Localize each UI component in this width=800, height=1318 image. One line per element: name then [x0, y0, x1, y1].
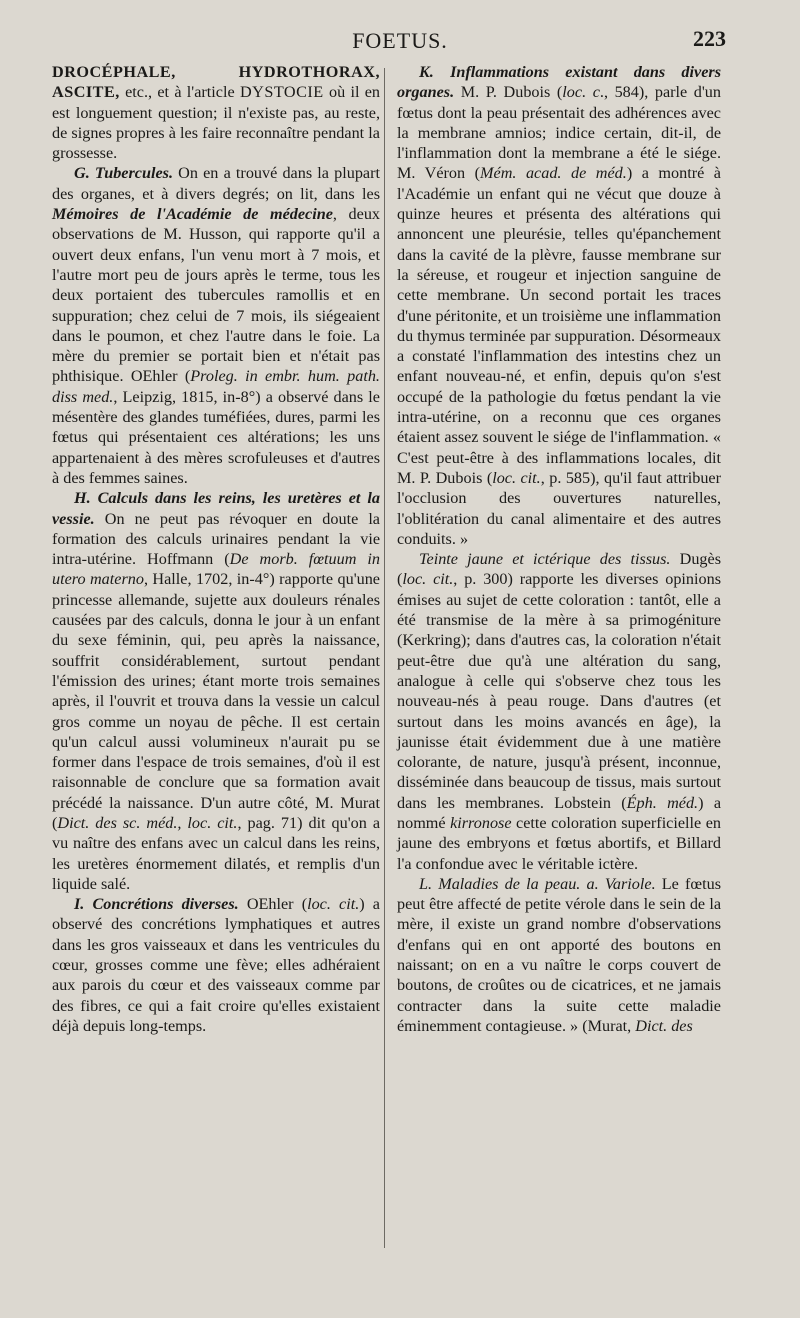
column-divider	[384, 68, 385, 1248]
paragraph-teinte-jaune: Teinte jaune et ictérique des tissus. Dugès (loc. cit., p. 300) rapporte les diverses opinions émises au sujet de cette coloration : tantôt, elle a été transmise de la mère à sa primogéniture (Kerkring); dans d'autres cas, la coloration n'était peut-être due qu'à une altération du sang, analogue à celle qui s'observe chez tous les nouveau-nés à peau rouge. Dans d'autres (et surtout dans les moins avancés en âge), la jaunisse était évidemment due à une matière colorante, de nature, jusqu'à présent, inconnue, disséminée dans beaucoup de tissus, mais surtout dans les membranes. Lobstein (Éph. méd.) a nommé kirronose cette coloration superficielle en jaune des embryons et fœtus abortifs, et Billard l'a confondue avec le véritable ictère.	[397, 550, 722, 873]
paragraph-calculs: H. Calculs dans les reins, les uretères et la vessie. On ne peut pas révoquer en doute la formation des calculs urinaires pendant la vie intra-utérine. Hoffmann (De morb. fœtuum in utero materno, Halle, 1702, in-4°) rapporte qu'une princesse allemande, sujette aux douleurs rénales causées par des calculs, donna le jour à un enfant du sexe féminin, qui, peu après la naissance, souffrit considérablement, surtout pendant l'émission des urines; étant morte trois semaines après, il l'ouvrit et trouva dans la vessie un calcul gros comme un noyau de pêche. Il est certain qu'un calcul aussi volumineux n'aurait pu se former dans l'espace de trois semaines, d'où il est raisonnable de conclure que sa formation avait précédé la naissance. D'un autre côté, M. Murat (Dict. des sc. méd., loc. cit., pag. 71) dit qu'on a vu naître des enfans avec un calcul dans les reins, les uretères énormement dilatés, et remplis d'un liquide salé.	[52, 489, 381, 893]
paragraph-variole: L. Maladies de la peau. a. Variole. Le fœtus peut être affecté de petite vérole dans le sein de la mère, il existe un grand nombre d'observations d'enfans qui en ont apporté des boutons en naissant; on en a vu naître le corps couvert de boutons, de croûtes ou de cicatrices, et ne jamais contracter dans la suite cette maladie éminemment contagieuse. » (Murat, Dict. des	[397, 874, 722, 1035]
paragraph-tubercules: G. Tubercules. On en a trouvé dans la plupart des organes, et à divers degrés; on lit, dans les Mémoires de l'Académie de médecine, deux observations de M. Husson, qui rapporte qu'il a ouvert deux enfans, l'un venu mort à 7 mois, et l'autre mort peu de jours après le terme, tous les deux portaient des tubercules ramollis et en suppuration; chez celui de 7 mois, ils siégeaient dans le poumon, et chez l'autre dans le foie. La mère du premier se portait bien et n'était pas phthisique. OEhler (Proleg. in embr. hum. path. diss med., Leipzig, 1815, in-8°) a observé dans le mésentère des glandes tuméfiées, dures, parmi les fœtus qui présentaient ces altérations; les uns appartenaient à des mères scrofuleuses et d'autres à des femmes saines.	[52, 164, 381, 487]
left-column	[52, 62, 380, 1036]
paragraph-inflammations: K. Inflammations existant dans divers organes. M. P. Dubois (loc. c., 584), parle d'un fœtus dont la peau présentait des adhérences avec la membrane amnios; indice certain, dit-il, de l'inflammation dont la membrane a été le siége. M. Véron (Mém. acad. de méd.) a montré à l'Académie un enfant qui ne vécut que douze à quinze heures et présenta des altérations qui annoncent une pleurésie, telles qu'épanchement dans la cavité de la plèvre, fausse membrane sur la séreuse, et rougeur et injection sanguine de cette membrane. Un second portait les traces d'une péritonite, et un troisième une inflammation du thymus terminée par suppuration. Désormeaux a constaté l'inflammation des intestins chez un enfant nouveau-né, et enfin, depuis qu'on s'est occupé de la pathologie du fœtus pendant la vie intra-utérine, on a reconnu que ces organes étaient assez souvent le siége de l'inflammation. « C'est peut-être à des inflammations locales, dit M. P. Dubois (loc. cit., p. 585), qu'il faut attribuer l'occlusion des ouvertures naturelles, l'oblitération du canal alimentaire et des autres conduits. »	[397, 63, 721, 548]
running-title: FOETUS.	[352, 28, 448, 53]
page-number: 223	[693, 26, 726, 51]
paragraph-concretions: I. Concrétions diverses. OEhler (loc. cit.) a observé des concrétions lymphatiques et autres dans les gros vaisseaux et dans les ventricules du cœur, grosses comme une fève; elles adhéraient aux parois du cœur et des vaisseaux comme par des fibres, ce qui a fait croire qu'elles existaient déjà depuis long-temps.	[52, 895, 380, 1035]
paragraph-hydrocephale: DROCÉPHALE, HYDROTHORAX, ASCITE, etc., et à l'article DYSTOCIE où il en est longuement question; il n'existe pas, au reste, de signes propres à les faire reconnaître pendant la grossesse.	[52, 63, 381, 163]
right-column	[397, 62, 721, 1036]
